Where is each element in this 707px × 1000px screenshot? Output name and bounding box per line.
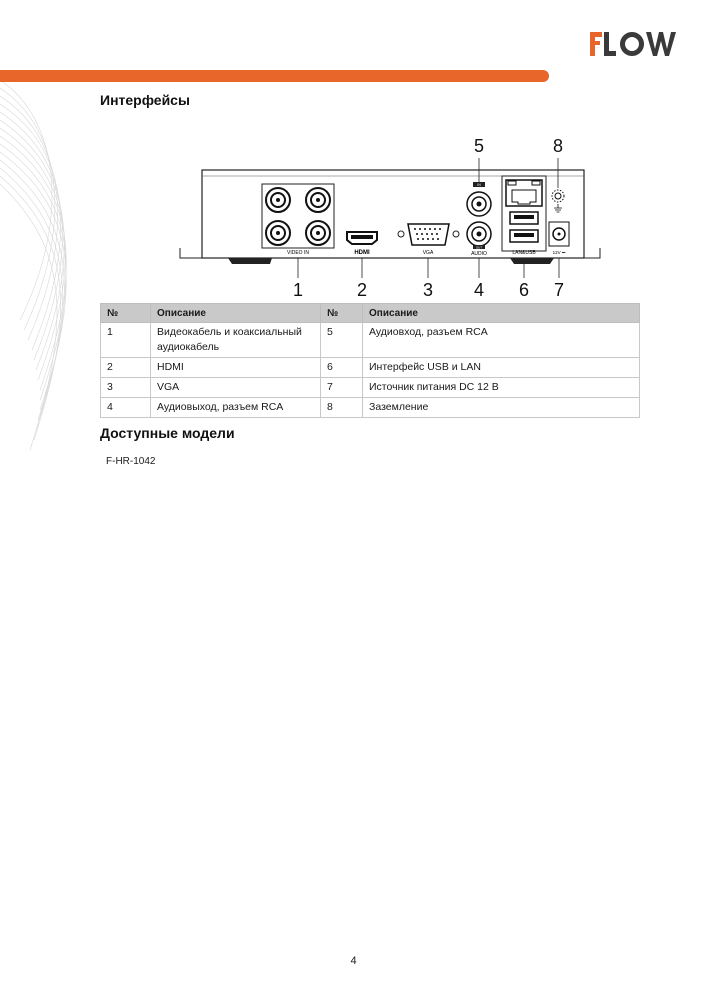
vga-label: VGA [422, 250, 434, 256]
audio-label: AUDIO [471, 251, 487, 257]
table-cell: Видеокабель и коаксиальный аудиокабель [151, 323, 321, 358]
table-cell: 3 [101, 378, 151, 398]
table-row [101, 378, 640, 398]
table-cell: HDMI [151, 358, 321, 378]
page-number: 4 [350, 955, 357, 967]
audio-out-label: OUT [475, 245, 483, 250]
audio-in-label: IN [477, 183, 481, 187]
table-row [101, 358, 640, 378]
power-label: 12V ⎓ [552, 250, 566, 255]
lan-usb-label: LAN&USB [512, 250, 536, 256]
device-rear-panel-diagram [172, 130, 612, 300]
table-header-cell: Описание [151, 304, 321, 323]
table-cell: Интерфейс USB и LAN [363, 358, 640, 378]
table-row [101, 323, 640, 358]
table-cell: 2 [101, 358, 151, 378]
bnc-port [266, 188, 290, 212]
callout-7: 7 [553, 280, 565, 300]
table-header-cell: № [321, 304, 363, 323]
callout-8: 8 [552, 136, 564, 156]
header-accent-bar [0, 70, 549, 82]
table-header-cell: Описание [363, 304, 640, 323]
table-cell: 5 [321, 323, 363, 358]
table-cell: Источник питания DC 12 В [363, 378, 640, 398]
section-title-models: Доступные модели [100, 425, 235, 441]
section-title-interfaces: Интерфейсы [100, 92, 190, 108]
callout-2: 2 [356, 280, 368, 300]
interfaces-table [100, 303, 640, 418]
table-cell: 6 [321, 358, 363, 378]
brand-logo [588, 28, 678, 60]
callout-1: 1 [292, 280, 304, 300]
callout-3: 3 [422, 280, 434, 300]
table-row [101, 398, 640, 418]
table-cell: 4 [101, 398, 151, 418]
callout-4: 4 [473, 280, 485, 300]
model-item: F-HR-1042 [106, 456, 156, 467]
table-cell: VGA [151, 378, 321, 398]
hdmi-label: HDMI [354, 250, 370, 256]
table-header-cell: № [101, 304, 151, 323]
callout-6: 6 [518, 280, 530, 300]
video-in-label: VIDEO IN [287, 250, 309, 256]
table-cell: Заземление [363, 398, 640, 418]
table-cell: 8 [321, 398, 363, 418]
decorative-swirl [0, 0, 120, 560]
table-cell: 7 [321, 378, 363, 398]
table-cell: Аудиовход, разъем RCA [363, 323, 640, 358]
callout-5: 5 [473, 136, 485, 156]
table-header-row [101, 304, 640, 323]
table-cell: Аудиовыход, разъем RCA [151, 398, 321, 418]
table-cell: 1 [101, 323, 151, 358]
